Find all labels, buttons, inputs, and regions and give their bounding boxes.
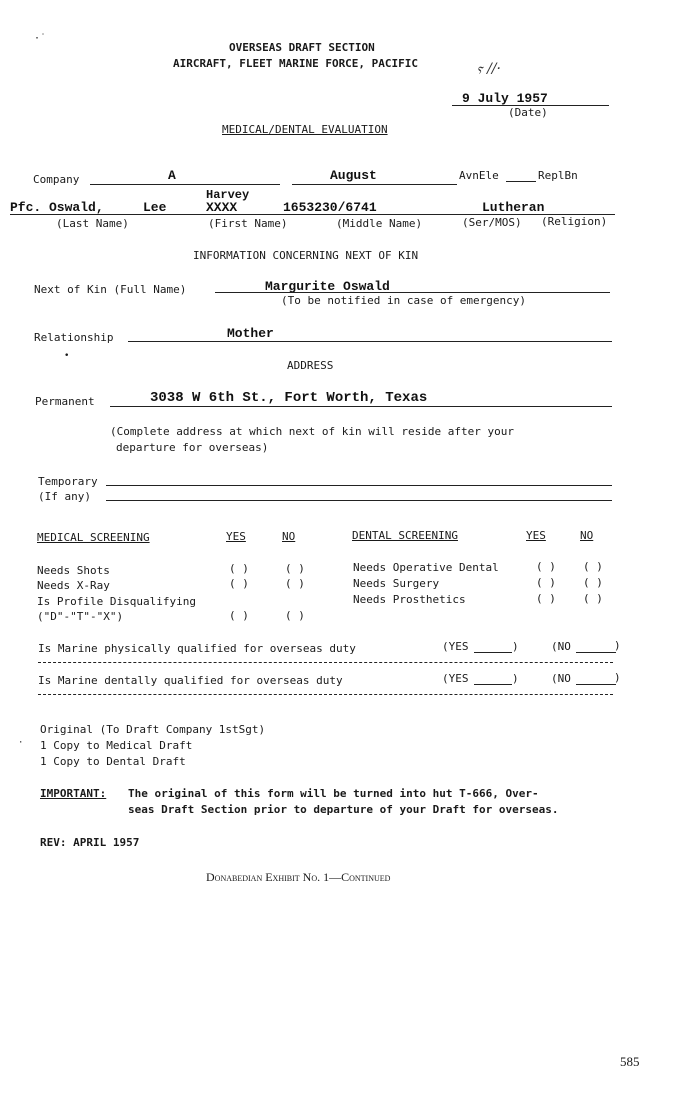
month-value: August — [330, 168, 377, 183]
handwritten-mark: ⲋ //· — [477, 61, 501, 77]
middle-name-overstrike: XXXX — [206, 200, 238, 215]
religion-value: Lutheran — [482, 200, 545, 215]
relationship-label: Relationship — [34, 331, 114, 344]
stray-mark: ·˙ — [34, 33, 47, 44]
dental-yes-line[interactable] — [474, 684, 512, 685]
next-of-kin-value: Margurite Oswald — [265, 279, 390, 294]
physical-no: (NO — [551, 640, 571, 653]
temporary-label-sub: (If any) — [38, 490, 91, 503]
first-name: Lee — [143, 200, 167, 215]
dental-item-prosthetics: Needs Prosthetics — [353, 593, 466, 606]
physical-no-close: ) — [614, 639, 621, 652]
relationship-value: Mother — [227, 326, 274, 341]
medical-yes-box-3[interactable]: ( ) — [229, 609, 249, 622]
dental-yes-box-1[interactable]: ( ) — [536, 560, 556, 573]
last-name-label: (Last Name) — [56, 217, 129, 230]
dental-no-close: ) — [614, 671, 621, 684]
middle-name-label: (Middle Name) — [336, 217, 423, 230]
dental-yes-box-3[interactable]: ( ) — [536, 592, 556, 605]
permanent-label: Permanent — [35, 395, 95, 408]
unit1: AvnEle — [459, 169, 499, 182]
medical-no-header: NO — [282, 530, 296, 543]
dental-no-box-1[interactable]: ( ) — [583, 560, 603, 573]
temporary-line1 — [106, 485, 612, 486]
date-value: 9 July 1957 — [462, 91, 548, 106]
dental-yes: (YES — [442, 672, 469, 685]
relationship-line — [128, 341, 612, 342]
permanent-note2: departure for overseas) — [116, 441, 269, 454]
dental-no-box-3[interactable]: ( ) — [583, 592, 603, 605]
header-line1: OVERSEAS DRAFT SECTION — [229, 41, 375, 54]
stray-dot: • — [64, 351, 70, 361]
next-of-kin-note: (To be notified in case of emergency) — [281, 294, 527, 307]
rank-last-name: Pfc. Oswald, — [10, 200, 104, 215]
dental-no-box-2[interactable]: ( ) — [583, 576, 603, 589]
dental-item-surgery: Needs Surgery — [353, 577, 440, 590]
form-title: MEDICAL/DENTAL EVALUATION — [222, 123, 388, 136]
date-label: (Date) — [508, 106, 548, 119]
temporary-line2 — [106, 500, 612, 501]
ser-mos-label: (Ser/MOS) — [462, 216, 522, 229]
medical-no-box-1[interactable]: ( ) — [285, 562, 305, 575]
company-value: A — [168, 168, 176, 183]
page-number: 585 — [620, 1054, 640, 1069]
important-text2: seas Draft Section prior to departure of your Draft for overseas. — [128, 803, 559, 816]
next-of-kin-label: Next of Kin (Full Name) — [34, 283, 187, 296]
address-heading: ADDRESS — [287, 359, 334, 372]
dental-dashed-rule — [38, 694, 613, 695]
medical-yes-box-1[interactable]: ( ) — [229, 562, 249, 575]
physical-yes-close: ) — [512, 640, 519, 653]
physical-dashed-rule — [38, 662, 613, 663]
header-line2: AIRCRAFT, FLEET MARINE FORCE, PACIFIC — [173, 57, 419, 70]
medical-item-shots: Needs Shots — [37, 564, 110, 577]
distribution-line2: 1 Copy to Medical Draft — [40, 739, 193, 752]
medical-yes-box-2[interactable]: ( ) — [229, 577, 249, 590]
stray-dot-2: · — [18, 738, 24, 748]
distribution-line3: 1 Copy to Dental Draft — [40, 755, 186, 768]
month-line — [292, 184, 457, 185]
physical-qualify-question: Is Marine physically qualified for overseas duty — [38, 642, 356, 655]
next-of-kin-heading: INFORMATION CONCERNING NEXT OF KIN — [193, 249, 419, 262]
dental-no-line[interactable] — [576, 684, 616, 685]
exhibit-caption: Donabedian Exhibit No. 1—Continued — [206, 870, 391, 884]
temporary-label: Temporary — [38, 475, 98, 488]
permanent-value: 3038 W 6th St., Fort Worth, Texas — [150, 390, 428, 406]
physical-no-line[interactable] — [576, 652, 616, 653]
company-label: Company — [33, 173, 80, 186]
medical-item-profile-sub: ("D"-"T"-"X") — [37, 610, 124, 623]
dental-no: (NO — [551, 672, 571, 685]
physical-yes-line[interactable] — [474, 652, 512, 653]
dental-yes-header: YES — [526, 529, 546, 542]
medical-no-box-3[interactable]: ( ) — [285, 609, 305, 622]
dental-heading: DENTAL SCREENING — [352, 529, 458, 542]
physical-yes: (YES — [442, 640, 469, 653]
dental-yes-box-2[interactable]: ( ) — [536, 576, 556, 589]
permanent-line — [110, 406, 612, 407]
revision: REV: APRIL 1957 — [40, 836, 140, 849]
medical-item-profile: Is Profile Disqualifying — [37, 595, 196, 608]
unit2: ReplBn — [538, 169, 578, 182]
medical-item-xray: Needs X-Ray — [37, 579, 110, 592]
next-of-kin-line — [215, 292, 610, 293]
dental-qualify-question: Is Marine dentally qualified for overseas duty — [38, 674, 343, 687]
dental-yes-close: ) — [512, 672, 519, 685]
important-label: IMPORTANT: — [40, 787, 107, 800]
important-text1: The original of this form will be turned into hut T-666, Over- — [128, 787, 539, 800]
medical-yes-header: YES — [226, 530, 246, 543]
dental-no-header: NO — [580, 529, 594, 542]
unit-line — [506, 181, 536, 182]
company-line — [90, 184, 280, 185]
first-name-label: (First Name) — [208, 217, 288, 230]
medical-no-box-2[interactable]: ( ) — [285, 577, 305, 590]
distribution-line1: Original (To Draft Company 1stSgt) — [40, 723, 266, 736]
middle-name-typed: Harvey — [206, 188, 250, 202]
name-line — [10, 214, 615, 215]
permanent-note1: (Complete address at which next of kin will reside after your — [110, 425, 514, 438]
dental-item-operative: Needs Operative Dental — [353, 561, 499, 574]
medical-heading: MEDICAL SCREENING — [37, 531, 150, 544]
religion-label: (Religion) — [541, 215, 608, 228]
ser-mos-value: 1653230/6741 — [283, 200, 377, 215]
